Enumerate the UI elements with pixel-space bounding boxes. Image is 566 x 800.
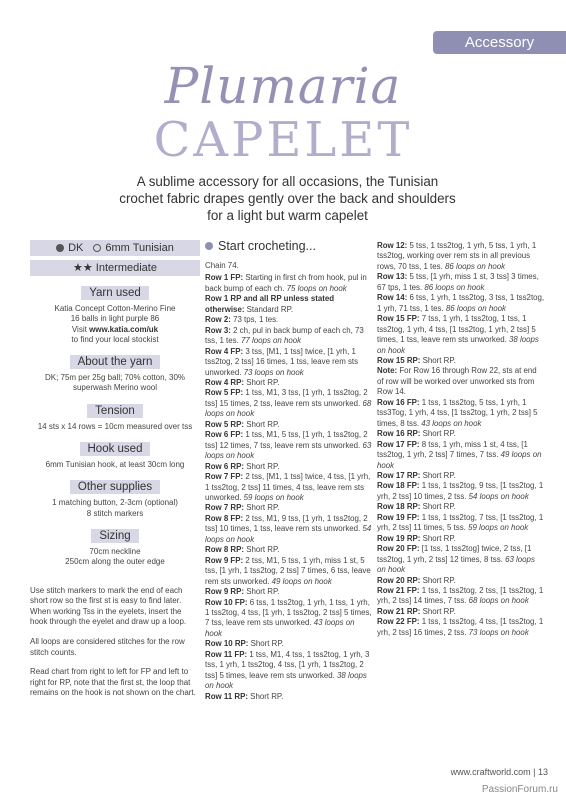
instruction-row bbox=[205, 650, 372, 692]
row-label: Row 10 FP: bbox=[205, 597, 248, 607]
instruction-row bbox=[205, 420, 372, 430]
row-label: Note: bbox=[377, 366, 398, 376]
row-label: Row 20 FP: bbox=[377, 544, 420, 554]
row-text: 7 tss, 1 yrh, 1 tss2tog, 1 tss, 1 tss2tog, 1 yrh, 4 tss, [1 tss2tog, 1 yrh, 2 tss] 5 times, 1 tss, leave rem sts unworked. bbox=[377, 314, 536, 345]
row-label: Row 5 RP: bbox=[205, 419, 245, 429]
row-label: Row 17 RP: bbox=[377, 470, 421, 480]
about-yarn-text: DK; 75m per 25g ball; 70% cotton, 30% superwash Merino wool bbox=[44, 373, 186, 393]
about-yarn-heading: About the yarn bbox=[70, 355, 161, 369]
row-label: Row 16 RP: bbox=[377, 429, 421, 439]
title-line-1: Plumaria bbox=[164, 57, 402, 115]
row-label: Row 22 FP: bbox=[377, 617, 420, 627]
row-text: 1 tss, 1 tss2tog, 2 tss, [1 tss2tog, 1 yrh, 2 tss] 14 times, 7 tss. bbox=[377, 585, 544, 606]
row-label: Row 20 RP: bbox=[377, 575, 421, 585]
row-text: Short RP. bbox=[420, 429, 456, 439]
row-label: Row 8 FP: bbox=[205, 513, 244, 523]
hook-size: 6mm Tunisian bbox=[105, 242, 174, 254]
row-text: 73 tps, 1 tes. bbox=[230, 315, 279, 325]
loop-count: 68 loops on hook bbox=[205, 398, 372, 419]
instruction-row bbox=[377, 544, 545, 575]
row-label: Row 1 FP: bbox=[205, 273, 244, 283]
yarn-weight: DK bbox=[68, 242, 84, 254]
section-tag: Accessory bbox=[433, 31, 566, 54]
row-text: 1 tss, M1, 4 tss, 1 tss2tog, 1 yrh, 3 tss, 1 yrh, 1 tss2tog, 4 tss, [1 yrh, 1 tss2tog, 2 tss] 5 times, leave rem sts unworked. bbox=[205, 649, 370, 680]
row-text: 6 tss, 1 tss2tog, 1 yrh, 1 tss, 1 yrh, 1 tss2tog, 4 tss, [1 yrh, 1 tss2tog, 2 tss] 5 times, 7 tss, leave rem sts unworked. bbox=[205, 597, 372, 628]
row-label: Row 19 FP: bbox=[377, 512, 420, 522]
row-text: Starting in first ch from hook, pul in back bump of each ch. bbox=[205, 273, 367, 293]
instruction-row bbox=[377, 440, 545, 471]
row-label: Row 3: bbox=[205, 325, 231, 335]
tension-text: 14 sts x 14 rows = 10cm measured over tss bbox=[37, 421, 193, 431]
yarn-website-link[interactable]: www.katia.com/uk bbox=[89, 324, 159, 334]
row-label: Row 9 FP: bbox=[205, 555, 244, 565]
sizing-heading: Sizing bbox=[91, 529, 138, 543]
hook-icon bbox=[93, 244, 101, 252]
row-text: Short RP. bbox=[420, 575, 456, 585]
row-text: 1 tss, 1 tss2tog, 9 tss, [1 tss2tog, 1 yrh, 2 tss] 10 times, 2 tss. bbox=[377, 481, 544, 501]
row-text: 1 tss, 1 tss2tog, 4 tss, [1 tss2tog, 1 yrh, 2 tss] 16 times, 2 tss. bbox=[377, 617, 544, 637]
note-paragraph: All loops are considered stitches for the row stitch counts. bbox=[30, 636, 185, 657]
row-label: Row 6 FP: bbox=[205, 430, 244, 440]
note-paragraph: Use stitch markers to mark the end of each short row so the first st is easy to find later. When working Tss in the eyelets, insert the hook through the eyelet and draw up a loop. bbox=[30, 585, 187, 627]
row-label: Row 1 RP and all RP unless stated otherwise: bbox=[205, 294, 335, 314]
instruction-row bbox=[377, 293, 545, 314]
intro-text: A sublime accessory for all occasions, the Tunisian crochet fabric drapes gently over the back and shoulders for a light but warm capelet bbox=[119, 174, 456, 223]
row-text: [1 tss, 1 tss2tog] twice, 2 tss, [1 tss2tog, 1 yrh, 2 tss] 12 times, 8 tss. bbox=[377, 544, 532, 564]
row-text: Short RP. bbox=[244, 377, 280, 387]
instruction-row bbox=[377, 481, 545, 502]
instruction-row bbox=[377, 576, 545, 586]
title-line-2: CAPELET bbox=[153, 112, 413, 168]
loop-count: 75 loops on hook bbox=[286, 283, 347, 293]
sizing-item: 250cm along the outer edge bbox=[65, 557, 165, 567]
row-text: 1 tss, M1, 3 tss, [1 yrh, 1 tss2tog, 2 tss] 15 times, 2 tss, leave rem sts unworked. bbox=[205, 388, 368, 408]
instructions-column-1 bbox=[205, 239, 372, 702]
row-text: 3 tss, [M1, 1 tss] twice, [1 yrh, 1 tss2tog, 2 tss] 16 times, 1 tss, leave rem sts unworked. bbox=[205, 346, 359, 377]
row-label: Row 7 FP: bbox=[205, 472, 244, 482]
hook-used-heading: Hook used bbox=[80, 442, 151, 456]
row-label: Row 10 RP: bbox=[205, 639, 249, 649]
row-text: Short RP. bbox=[244, 419, 280, 429]
loop-count: 49 loops on hook bbox=[271, 576, 332, 586]
instruction-row bbox=[205, 545, 372, 555]
loop-count: 38 loops on hook bbox=[205, 670, 367, 691]
row-label: Row 17 FP: bbox=[377, 439, 420, 449]
instruction-row bbox=[205, 639, 372, 649]
bullet-icon bbox=[205, 242, 213, 250]
instructions-column-2 bbox=[377, 241, 545, 638]
supplies-text bbox=[30, 498, 200, 519]
instruction-row bbox=[377, 586, 545, 607]
instruction-row bbox=[377, 356, 545, 366]
instruction-row bbox=[377, 513, 545, 534]
row-label: Row 21 FP: bbox=[377, 585, 420, 595]
instruction-row bbox=[377, 429, 545, 439]
stockist-text: to find your local stockist bbox=[71, 334, 159, 344]
instruction-row bbox=[377, 241, 545, 272]
loop-count: 43 loops on hook bbox=[205, 618, 355, 638]
instruction-row bbox=[205, 294, 372, 315]
instruction-row bbox=[205, 326, 372, 347]
row-label: Row 7 RP: bbox=[205, 503, 245, 513]
row-label: Row 4 RP: bbox=[205, 377, 245, 387]
row-label: Row 18 FP: bbox=[377, 481, 420, 491]
loop-count: 54 loops on hook bbox=[205, 524, 372, 544]
hook-used-text: 6mm Tunisian hook, at least 30cm long bbox=[45, 460, 185, 470]
page-footer: www.craftworld.com | 13 bbox=[450, 767, 548, 777]
loop-count: 77 loops on hook bbox=[240, 336, 302, 346]
row-text: Chain 74. bbox=[205, 261, 239, 270]
instruction-row bbox=[205, 587, 372, 597]
instruction-row bbox=[205, 598, 372, 640]
row-text: Short RP. bbox=[244, 461, 280, 471]
yarn-quantity: 16 balls in light purple 86 bbox=[70, 314, 160, 324]
row-label: Row 15 FP: bbox=[377, 314, 420, 324]
row-text: 1 tss, 1 tss2tog, 7 tss, [1 tss2tog, 1 yrh, 2 tss] 11 times, 5 tss. bbox=[377, 512, 544, 533]
instruction-row bbox=[205, 388, 372, 419]
yarn-ball-icon bbox=[56, 244, 64, 252]
row-text: Short RP. bbox=[420, 502, 456, 512]
start-heading bbox=[205, 239, 372, 253]
sizing-text bbox=[30, 547, 200, 568]
loop-count: 54 loops on hook bbox=[468, 491, 529, 501]
loop-count: 63 loops on hook bbox=[205, 440, 372, 461]
instruction-row bbox=[377, 534, 545, 544]
row-label: Row 9 RP: bbox=[205, 587, 245, 597]
loop-count: 73 loops on hook bbox=[468, 627, 529, 637]
instruction-rows bbox=[377, 241, 545, 638]
row-text: 2 tss, M1, 9 tss, [1 yrh, 1 tss2tog, 2 tss] 10 times, 1 tss, leave rem sts unworked. bbox=[205, 513, 368, 534]
supply-item: 1 matching button, 2-3cm (optional) bbox=[52, 498, 178, 508]
instruction-row bbox=[377, 502, 545, 512]
row-label: Row 4 FP: bbox=[205, 346, 244, 356]
row-text: 5 tss, 1 tss2tog, 1 yrh, 5 tss, 1 yrh, 1 tss2tog, working over rem sts in all previous rows, 70 tss, 1 tes. bbox=[377, 241, 537, 271]
instruction-row bbox=[377, 398, 545, 429]
instruction-row bbox=[205, 430, 372, 461]
loop-count: 63 loops on hook bbox=[377, 554, 535, 575]
note-paragraph: Read chart from right to left for FP and left to right for RP, note that the first st, the loop that remains on the hook is not shown on the chart. bbox=[30, 667, 196, 698]
loop-count: 86 loops on hook bbox=[424, 282, 485, 292]
instruction-row bbox=[205, 261, 372, 271]
instruction-row bbox=[205, 462, 372, 472]
supply-item: 8 stitch markers bbox=[86, 508, 144, 518]
row-text: 2 ch, pul in back bump of each ch, 73 tss, 1 tes. bbox=[205, 325, 364, 346]
yarn-weight-badge bbox=[30, 240, 200, 256]
instruction-row bbox=[205, 514, 372, 545]
row-label: Row 11 RP: bbox=[205, 691, 248, 701]
row-text: Short RP. bbox=[420, 355, 456, 365]
row-text: 6 tss, 1 yrh, 1 tss2tog, 3 tss, 1 tss2tog, 1 yrh, 71 tss, 1 tes. bbox=[377, 293, 545, 313]
instruction-row bbox=[205, 556, 372, 587]
start-heading-text: Start crocheting... bbox=[218, 239, 316, 253]
row-label: Row 21 RP: bbox=[377, 606, 421, 616]
row-label: Row 12: bbox=[377, 241, 408, 250]
loop-count: 49 loops on hook bbox=[377, 450, 542, 470]
supplies-heading: Other supplies bbox=[70, 480, 160, 494]
instruction-row bbox=[205, 472, 372, 503]
loop-count: 59 loops on hook bbox=[468, 523, 529, 533]
instruction-row bbox=[205, 378, 372, 388]
row-label: Row 11 FP: bbox=[205, 649, 248, 659]
instruction-row bbox=[377, 471, 545, 481]
level-badge: ★★ Intermediate bbox=[30, 260, 200, 276]
row-text: Short RP. bbox=[247, 691, 284, 701]
row-text: Short RP. bbox=[420, 606, 456, 616]
sizing-item: 70cm neckline bbox=[89, 546, 141, 556]
instruction-row bbox=[377, 314, 545, 356]
visit-label: Visit bbox=[71, 324, 87, 334]
loop-count: 86 loops on hook bbox=[445, 303, 506, 313]
row-text: Standard RP. bbox=[244, 304, 294, 314]
row-label: Row 15 RP: bbox=[377, 355, 421, 365]
row-text: 2 tss, M1, 5 tss, 1 yrh, miss 1 st, 5 tss, [1 yrh, 1 tss2tog, 2 tss] 7 times, 6 tss, leave rem sts unworked. bbox=[205, 555, 371, 586]
yarn-used-heading: Yarn used bbox=[81, 286, 149, 300]
row-label: Row 6 RP: bbox=[205, 461, 245, 471]
instruction-row bbox=[205, 503, 372, 513]
instruction-row bbox=[205, 315, 372, 325]
row-label: Row 2: bbox=[205, 315, 231, 325]
loop-count: 43 loops on hook bbox=[421, 418, 482, 428]
row-label: Row 16 FP: bbox=[377, 397, 420, 407]
watermark: PassionForum.ru bbox=[481, 784, 558, 795]
instruction-row bbox=[205, 273, 372, 294]
instruction-row bbox=[377, 607, 545, 617]
row-label: Row 8 RP: bbox=[205, 545, 245, 555]
row-text: 1 tss, 1 tss2tog, 5 tss, 1 yrh, 1 tss3Tog, 1 yrh, 4 tss, [1 tss2tog, 1 yrh, 2 tss] 5 times, 8 tss. bbox=[377, 397, 538, 428]
pattern-notes bbox=[30, 586, 200, 699]
loop-count: 59 loops on hook bbox=[243, 492, 304, 502]
sidebar bbox=[30, 240, 200, 708]
row-text: 2 tss, [M1, 1 tss] twice, 4 tss, [1 yrh, 1 tss2tog, 2 tss] 11 times, 4 tss, leave rem sts unworked. bbox=[205, 472, 371, 502]
row-label: Row 14: bbox=[377, 293, 408, 303]
row-text: For Row 16 through Row 22, sts at end of row will be worked over unworked sts from Row 14. bbox=[377, 366, 537, 397]
row-label: Row 13: bbox=[377, 272, 408, 282]
row-label: Row 18 RP: bbox=[377, 502, 421, 512]
row-label: Row 19 RP: bbox=[377, 533, 421, 543]
instruction-row bbox=[377, 272, 545, 293]
row-text: Short RP. bbox=[420, 470, 456, 480]
instruction-row bbox=[205, 692, 372, 702]
instruction-row bbox=[205, 347, 372, 378]
row-text: 1 tss, M1, 5 tss, [1 yrh, 1 tss2tog, 2 tss] 12 times, 7 tss, leave rem sts unworked. bbox=[205, 430, 368, 450]
instruction-row bbox=[377, 617, 545, 638]
tension-heading: Tension bbox=[87, 404, 143, 418]
loop-count: 73 loops on hook bbox=[243, 367, 304, 377]
row-text: Short RP. bbox=[420, 533, 456, 543]
yarn-name: Katia Concept Cotton-Merino Fine bbox=[54, 304, 176, 313]
instruction-rows bbox=[205, 261, 372, 702]
row-text: Short RP. bbox=[244, 503, 280, 513]
row-text: Short RP. bbox=[244, 587, 280, 597]
row-text: 8 tss, 1 yrh, miss 1 st, 4 tss, [1 tss2tog, 1 yrh, 2 tss] 7 times, 7 tss. bbox=[377, 439, 528, 460]
row-text: Short RP. bbox=[248, 639, 284, 649]
row-label: Row 5 FP: bbox=[205, 388, 244, 398]
yarn-used-text bbox=[30, 304, 200, 345]
row-text: Short RP. bbox=[244, 545, 280, 555]
loop-count: 38 loops on hook bbox=[377, 335, 539, 355]
loop-count: 68 loops on hook bbox=[468, 596, 529, 606]
instruction-row bbox=[377, 366, 545, 397]
row-text: 5 tss, [1 yrh, miss 1 st, 3 tss] 3 times, 67 tps, 1 tes. bbox=[377, 272, 539, 292]
loop-count: 86 loops on hook bbox=[444, 261, 506, 271]
